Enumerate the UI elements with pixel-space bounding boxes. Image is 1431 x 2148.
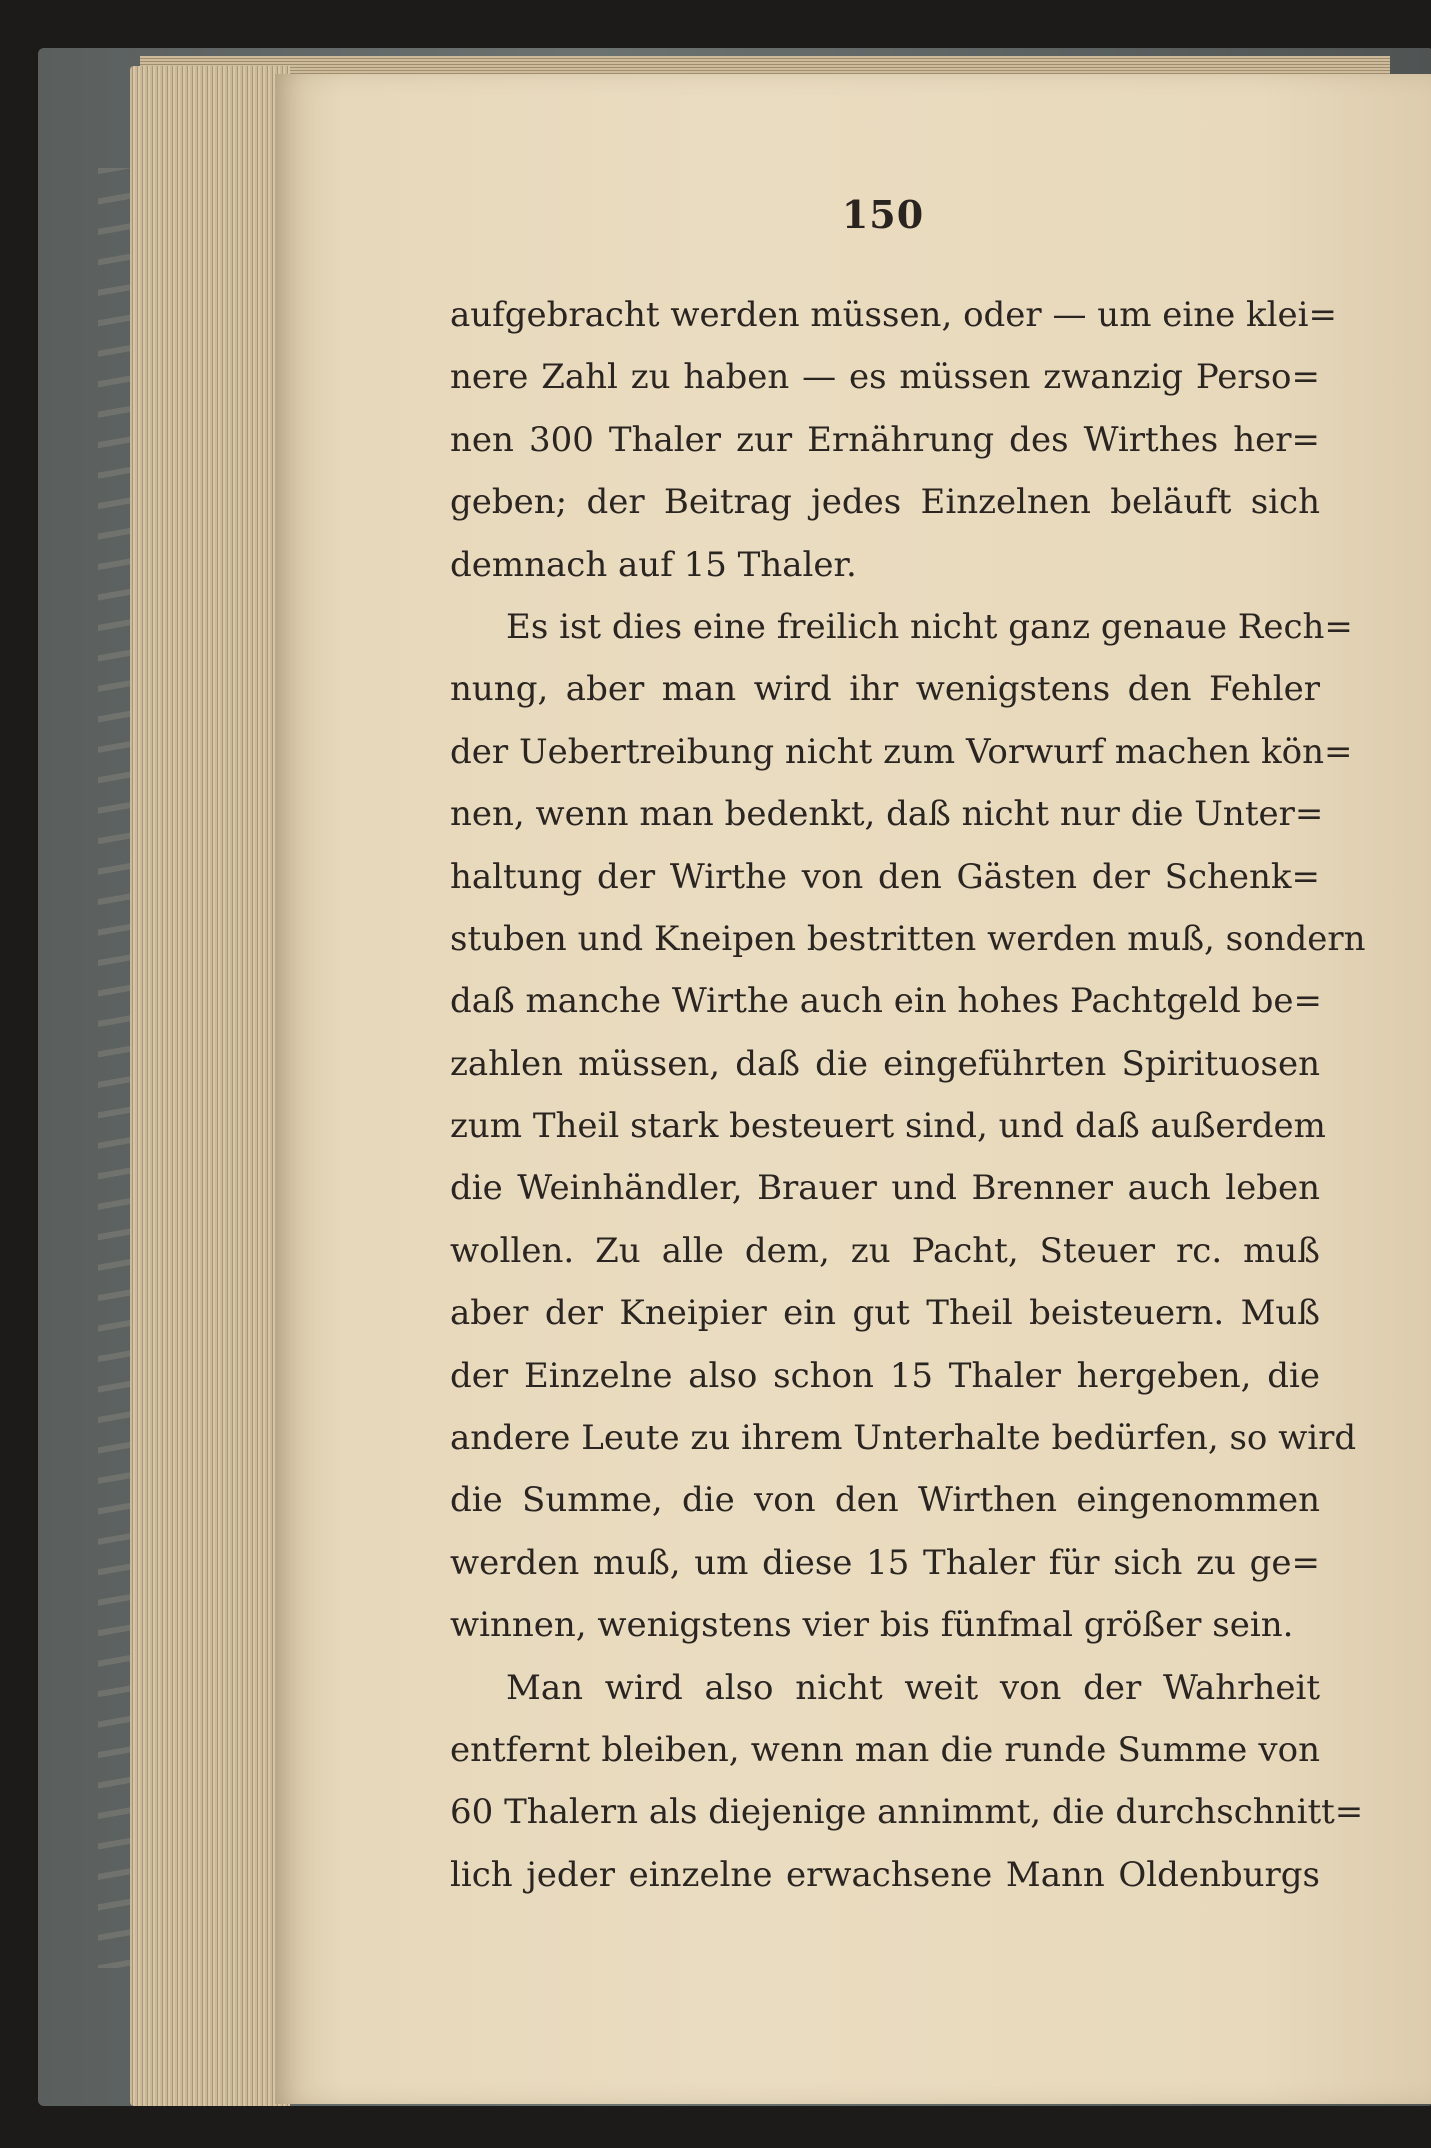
text-line: daß manche Wirthe auch ein hohes Pachtgeld be= bbox=[450, 981, 1322, 1022]
text-line: nere Zahl zu haben — es müssen zwanzig Perso= bbox=[450, 357, 1320, 398]
text-line: wollen. Zu alle dem, zu Pacht, Steuer rc. muß bbox=[450, 1230, 1320, 1271]
text-line: nen 300 Thaler zur Ernährung des Wirthes her= bbox=[450, 419, 1320, 460]
text-line: Man wird also nicht weit von der Wahrheit bbox=[506, 1667, 1320, 1708]
text-line: zum Theil stark besteuert sind, und daß außerdem bbox=[450, 1106, 1326, 1147]
text-line: aufgebracht werden müssen, oder — um eine klei= bbox=[450, 295, 1338, 335]
text-line: nung, aber man wird ihr wenigstens den Fehler bbox=[450, 669, 1320, 710]
text-line: aber der Kneipier ein gut Theil beisteuern. Muß bbox=[450, 1293, 1320, 1334]
text-line: zahlen müssen, daß die eingeführten Spirituosen bbox=[450, 1043, 1320, 1084]
book-page bbox=[275, 74, 1431, 2104]
page-number: 150 bbox=[841, 192, 925, 237]
page-top-edge bbox=[140, 56, 1390, 76]
text-line: der Uebertreibung nicht zum Vorwurf machen kön= bbox=[450, 731, 1353, 772]
text-line: geben; der Beitrag jedes Einzelnen beläuft sich bbox=[450, 482, 1320, 523]
text-line: stuben und Kneipen bestritten werden muß, sondern bbox=[450, 918, 1366, 959]
body-text bbox=[450, 284, 1366, 1906]
text-line: der Einzelne also schon 15 Thaler hergeben, die bbox=[450, 1355, 1320, 1396]
text-line: haltung der Wirthe von den Gästen der Schenk= bbox=[450, 856, 1320, 897]
text-line: entfernt bleiben, wenn man die runde Summe von bbox=[450, 1729, 1320, 1770]
text-line: demnach auf 15 Thaler. bbox=[450, 544, 857, 585]
text-line: winnen, wenigstens vier bis fünfmal größer sein. bbox=[450, 1605, 1294, 1646]
text-line: 60 Thalern als diejenige annimmt, die durchschnitt= bbox=[450, 1792, 1364, 1833]
page-edges bbox=[130, 66, 290, 2106]
text-line: lich jeder einzelne erwachsene Mann Oldenburgs bbox=[450, 1854, 1320, 1895]
text-line: werden muß, um diese 15 Thaler für sich zu ge= bbox=[450, 1542, 1320, 1583]
text-line: die Weinhändler, Brauer und Brenner auch leben bbox=[450, 1168, 1320, 1209]
text-line: die Summe, die von den Wirthen eingenommen bbox=[450, 1480, 1320, 1521]
text-line: Es ist dies eine freilich nicht ganz genaue Rech= bbox=[506, 606, 1353, 647]
text-line: nen, wenn man bedenkt, daß nicht nur die Unter= bbox=[450, 794, 1324, 835]
text-line: andere Leute zu ihrem Unterhalte bedürfen, so wird bbox=[450, 1418, 1357, 1459]
